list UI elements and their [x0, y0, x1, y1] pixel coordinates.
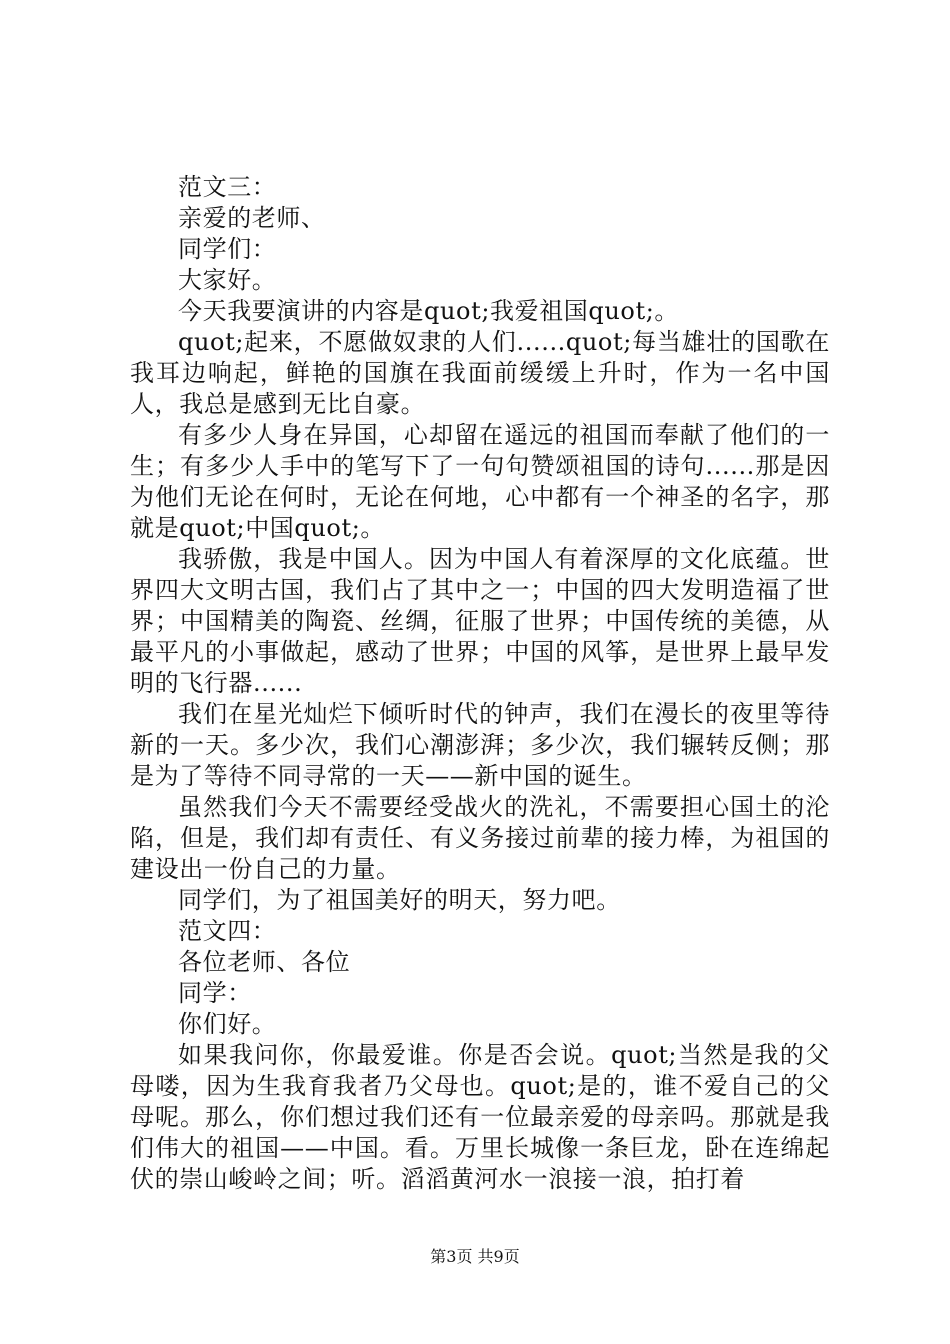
paragraph: 有多少人身在异国，心却留在遥远的祖国而奉献了他们的一生；有多少人手中的笔写下了一句句赞颂祖国的诗句......那是因为他们无论在何时，无论在何地，心中都有一个神圣的名字，那就是quot;中国quot;。: [130, 421, 830, 542]
paragraph: 你们好。: [178, 1010, 277, 1038]
paragraph: 同学：: [178, 979, 252, 1007]
paragraph: quot;起来，不愿做奴隶的人们......quot;每当雄壮的国歌在我耳边响起，鲜艳的国旗在我面前缓缓上升时，作为一名中国人，我总是感到无比自豪。: [130, 328, 830, 418]
paragraph: 我骄傲，我是中国人。因为中国人有着深厚的文化底蕴。世界四大文明古国，我们占了其中之一；中国的四大发明造福了世界；中国精美的陶瓷、丝绸，征服了世界；中国传统的美德，从最平凡的小事做起，感动了世界；中国的风筝，是世界上最早发明的飞行器......: [130, 545, 830, 697]
paragraph: 各位老师、各位: [178, 948, 351, 976]
paragraph: 我们在星光灿烂下倾听时代的钟声，我们在漫长的夜里等待新的一天。多少次，我们心潮澎湃；多少次，我们辗转反侧；那是为了等待不同寻常的一天——新中国的诞生。: [130, 700, 830, 790]
paragraph: 大家好。: [178, 266, 277, 294]
paragraph: 虽然我们今天不需要经受战火的洗礼，不需要担心国土的沦陷，但是，我们却有责任、有义务接过前辈的接力棒，为祖国的建设出一份自己的力量。: [130, 793, 830, 883]
paragraph: 如果我问你，你最爱谁。你是否会说。quot;当然是我的父母喽，因为生我育我者乃父母也。quot;是的，谁不爱自己的父母呢。那么，你们想过我们还有一位最亲爱的母亲吗。那就是我们伟大的祖国——中国。看。万里长城像一条巨龙，卧在连绵起伏的崇山峻岭之间；听。滔滔黄河水一浪接一浪，拍打着: [130, 1041, 830, 1193]
paragraph: 今天我要演讲的内容是quot;我爱祖国quot;。: [178, 297, 679, 325]
paragraph: 同学们，为了祖国美好的明天，努力吧。: [178, 886, 621, 914]
paragraph: 亲爱的老师、: [178, 204, 326, 232]
paragraph: 范文三：: [178, 173, 277, 201]
paragraph: 范文四：: [178, 917, 277, 945]
document-body: [130, 172, 830, 1195]
paragraph: 同学们：: [178, 235, 277, 263]
page-number-footer: 第3页 共9页: [430, 1247, 520, 1266]
